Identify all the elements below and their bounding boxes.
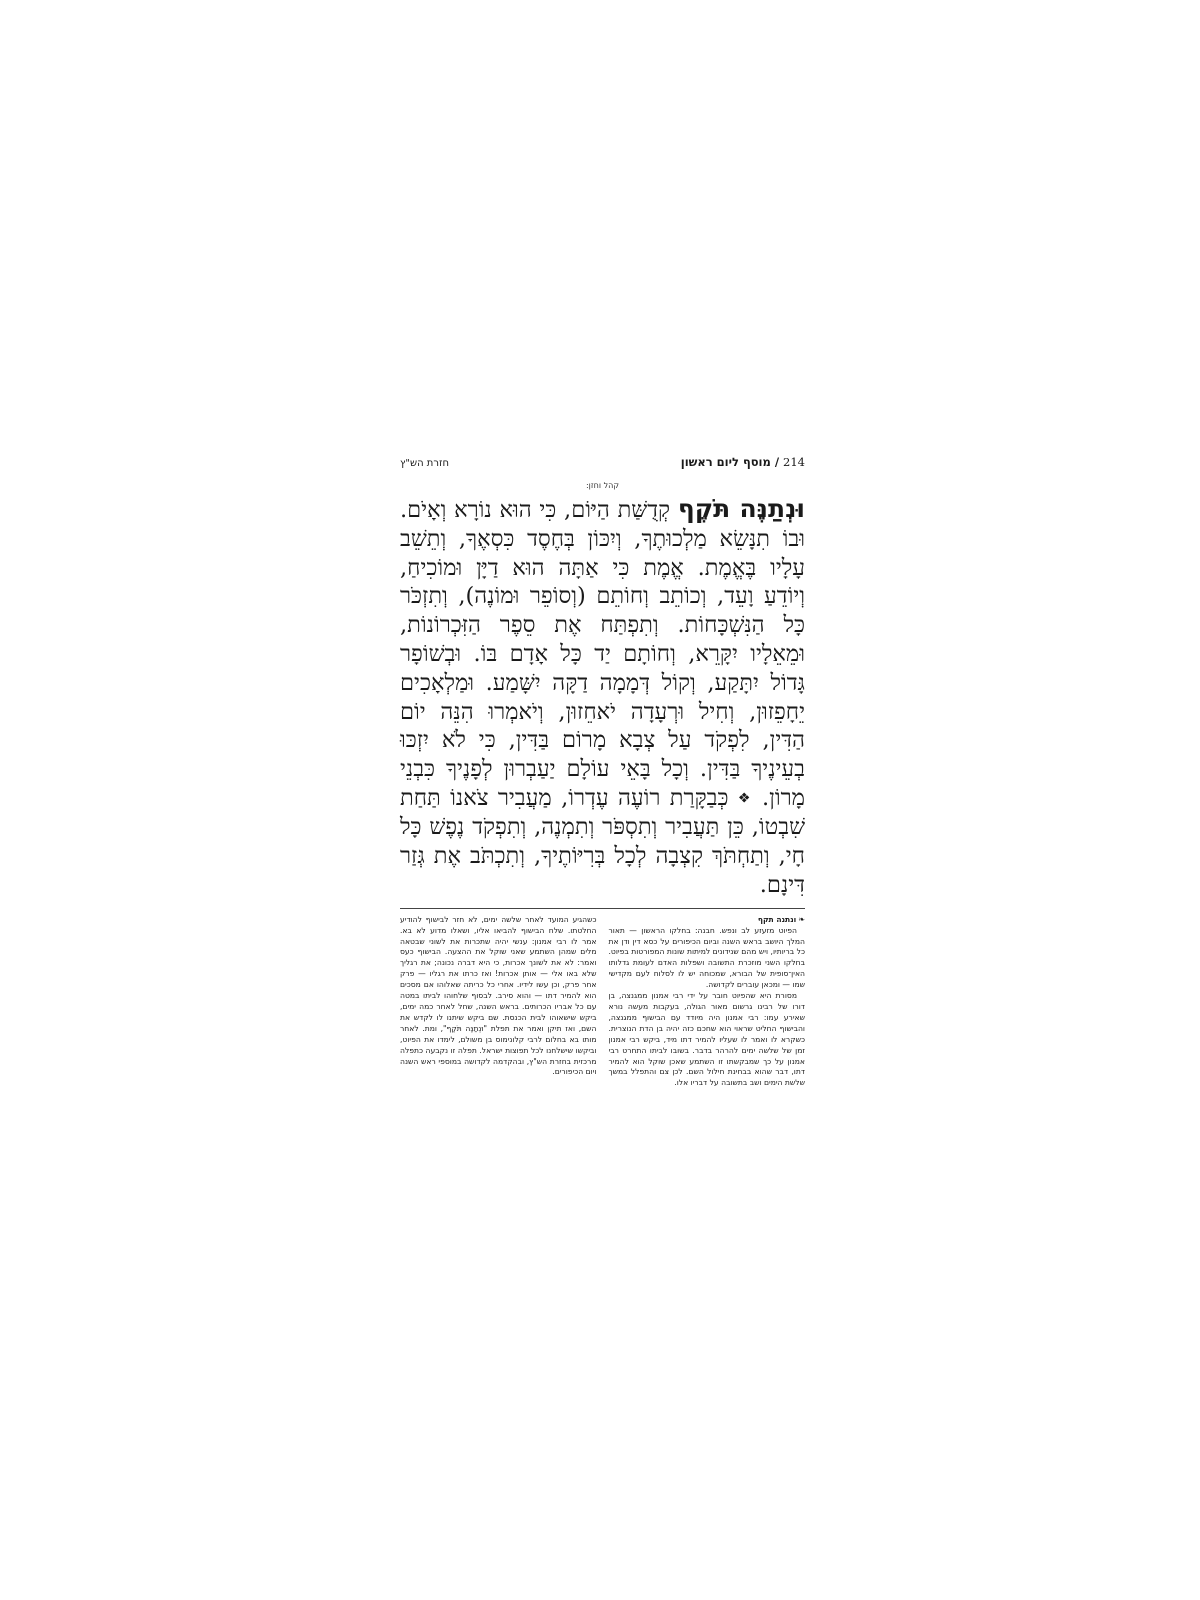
congregation-instruction: קהל וחזן: [585,481,620,490]
commentary-heading [609,915,806,926]
section-title: מוסף ליום ראשון [680,455,771,469]
divider [400,908,805,909]
service-label: חזרת הש"ץ [400,458,450,469]
prayer-text-part2: כְּבַקָּרַת רוֹעֶה עֶדְרוֹ, מַעֲבִיר צֹאנוֹ תַּחַת שִׁבְטוֹ, כֵּן תַּעֲבִיר וְתִסְפֹּר וְתִמְנֶה, וְתִפְקֹד נֶפֶשׁ כָּל חָי, וְתַחְתֹּךְ קִצְבָה לְכָל בְּרִיּוֹתֶיךָ, וְתִכְתֹּב אֶת גְּזַר דִּינָם. [400,784,805,898]
prayer-book-page [400,455,805,1089]
leaf-dingbat-icon: ❧ [798,914,805,924]
page-title [681,455,805,469]
prayer-opening-words: וּנְתַנֶּה תֹּקֶף [677,494,806,523]
commentary-right-column [609,915,806,1090]
section-separator-icon: ❖ [735,790,753,807]
prayer-text-part1: קְדֻשַּׁת הַיּוֹם, כִּי הוּא נוֹרָא וְאָיֹם. וּבוֹ תִנָּשֵׂא מַלְכוּתֶךָ, וְיִכּוֹן בְּחֶסֶד כִּסְאֶךָ, וְתֵשֵׁב עָלָיו בֶּאֱמֶת. אֱמֶת כִּי אַתָּה הוּא דַיָּן וּמוֹכִיחַ, וְיוֹדֵעַ וָעֵד, וְכוֹתֵב וְחוֹתֵם (וְסוֹפֵר וּמוֹנֶה), וְתִזְכֹּר כָּל הַנִּשְׁכָּחוֹת. וְתִפְתַּח אֶת סֵפֶר הַזִּכְרוֹנוֹת, וּמֵאֵלָיו יִקָּרֵא, וְחוֹתָם יַד כָּל אָדָם בּוֹ. וּבְשׁוֹפָר גָּדוֹל יִתָּקַע, וְקוֹל דְּמָמָה דַקָּה יִשָּׁמַע. וּמַלְאָכִים יֵחָפֵזוּן, וְחִיל וּרְעָדָה יֹאחֵזוּן, וְיֹאמְרוּ הִנֵּה יוֹם הַדִּין, לִפְקֹד עַל צְבָא מָרוֹם בַּדִּין, כִּי לֹא יִזְכּוּ בְעֵינֶיךָ בַּדִּין. וְכָל בָּאֵי עוֹלָם יַעַבְרוּן לְפָנֶיךָ כִּבְנֵי מָרוֹן. [400,497,806,811]
commentary [400,915,805,1090]
running-head [400,455,805,477]
commentary-paragraph: כשהגיע המועד לאחר שלשה ימים, לא חזר לבישוף להודיע החלטתו. שלח הבישוף להביאו אליו, ושאלו מדוע לא בא. אמר לו רבי אמנון: ענשי יהיה שתכרות את לשוני שבטאה מלים שמהן השתמע שאני שוקל את ההצעה. הבישוף כעס ואמר: לא את לשונך אכרות, כי היא דברה נכונה; את רגליך שלא באו אלי — אותן אכרות! ואז כרתו את רגליו — פרק אחר פרק, וכן עשו לידיו. אחרי כל כריתה שאלוהו אם מסכים הוא להמיר דתו — והוא סירב. לבסוף שלחוהו לביתו במטה עם כל אבריו הכרותים. בראש השנה, שחל לאחר כמה ימים, ביקש שישאוהו לבית הכנסת. שם ביקש שיתנו לו לקדש את השם, ואז תיקן ואמר את תפלת "וּנְתַנֶּה תֹּקֶף", ומת. לאחר מותו בא בחלום לרבי קלונימוס בן משולם, לימדו את הפיוט, וביקשו שישלחנו לכל תפוצות ישראל. תפלה זו נקבעה כתפלה מרכזית בחזרת הש"ץ, ובהקדמה לקדושה במוספי ראש השנה ויום הכיפורים. [400,914,597,1077]
commentary-left-column [400,915,597,1090]
page-number: 214 [783,455,805,469]
prayer-text [400,495,805,900]
commentary-paragraph: מסורת היא שהפיוט חובר על ידי רבי אמנון ממגנצה, בן דורו של רבינו גרשום מאור הגולה, בעקבות מעשה נורא שאירע עמו: רבי אמנון היה מיודד עם הבישוף ממגנצה, והבישוף החליט שראוי הוא שחכם כזה יהיה בן הדת הנוצרית. כשקרא לו ואמר לו שעליו להמיר דתו מיד, ביקש רבי אמנון זמן של שלשה ימים להרהר בדבר. בשובו לביתו התחרט רבי אמנון על כך שמבקשתו זו השתמע שאכן שוקל הוא להמיר דתו, דבר שהוא בבחינת חילול השם. לכן צם והתפלל במשך שלשת הימים ושב בתשובה על דבריו אלו. [608,991,805,1088]
commentary-heading-text: ונתנה תקף [757,914,797,924]
commentary-paragraph: הפיוט מזעזע לב ונפש. חבנה: בחלקו הראשון — תאור המלך היושב בראש השנה וביום הכיפורים על כסא דין ודן את כל בריותיו, ויש מהם שנידונים למיתות שונות המפורטות בפיוט. בחלקו השני מוזכרת התשובה ושפלות האדם לעומת גדלותו האין־סופית של הבורא, שמכוחה יש לו לסלוח לעם מקדישי שמו — ומכאן עוברים לקדושה. [608,925,805,990]
title-separator: / [770,455,784,469]
